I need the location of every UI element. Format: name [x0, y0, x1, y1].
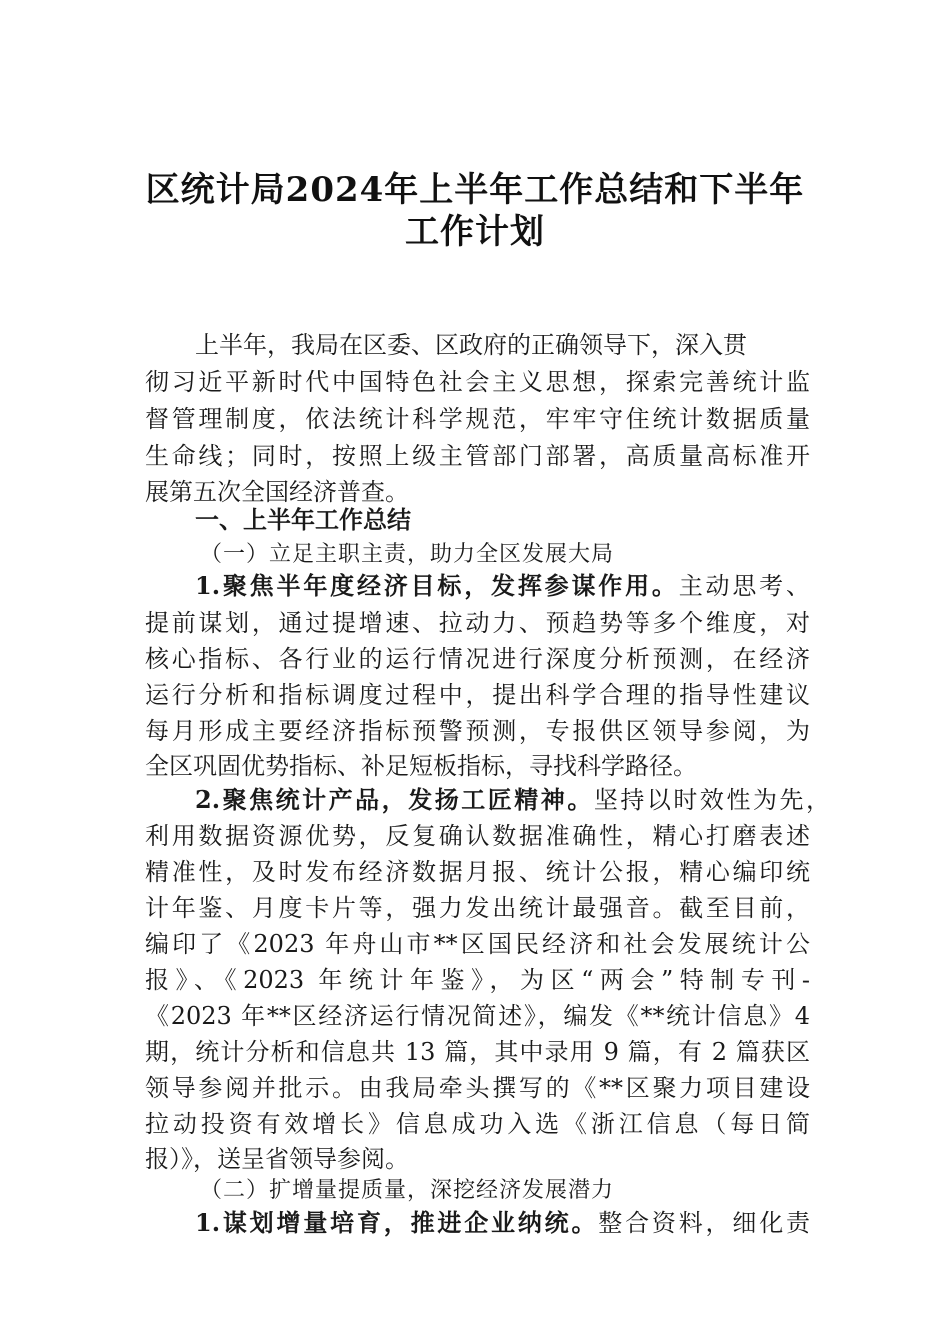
paragraph-line: 每月形成主要经济指标预警预测，专报供区领导参阅，为	[145, 717, 810, 745]
paragraph-line: 计年鉴、月度卡片等，强力发出统计最强音。截至目前，	[145, 894, 810, 922]
paragraph-line: 《2023 年**区经济运行情况简述》，编发《**统计信息》4	[145, 1002, 810, 1030]
item-heading: 2.聚焦统计产品，发扬工匠精神。	[195, 785, 594, 814]
subsection-heading: （一）立足主职主责，助力全区发展大局	[200, 542, 615, 567]
paragraph-line: 上半年，我局在区委、区政府的正确领导下，深入贯	[195, 331, 747, 359]
paragraph-line: 拉动投资有效增长》信息成功入选《浙江信息（每日简	[145, 1110, 810, 1138]
paragraph-line	[195, 1205, 810, 1241]
paragraph-line	[195, 568, 810, 604]
item-text: 主动思考、	[678, 572, 810, 600]
paragraph-line: 报）》，送呈省领导参阅。	[145, 1145, 409, 1173]
paragraph-line: 利用数据资源优势，反复确认数据准确性，精心打磨表述	[145, 822, 810, 850]
paragraph-line: 彻习近平新时代中国特色社会主义思想，探索完善统计监	[145, 368, 810, 396]
paragraph-line: 精准性，及时发布经济数据月报、统计公报，精心编印统	[145, 858, 810, 886]
paragraph-line: 生命线；同时，按照上级主管部门部署，高质量高标准开	[145, 442, 810, 470]
document-title-line-2: 工作计划	[405, 212, 545, 252]
item-heading: 1.聚焦半年度经济目标，发挥参谋作用。	[195, 571, 679, 600]
paragraph-line: 提前谋划，通过提增速、拉动力、预趋势等多个维度，对	[145, 609, 810, 637]
item-heading: 1.谋划增量培育，推进企业纳统。	[195, 1208, 599, 1237]
subsection-heading: （二）扩增量提质量，深挖经济发展潜力	[200, 1178, 615, 1203]
document-title-line-1: 区统计局2024年上半年工作总结和下半年	[145, 170, 805, 210]
item-text: 整合资料，细化责	[598, 1209, 811, 1237]
paragraph-line: 运行分析和指标调度过程中，提出科学合理的指导性建议	[145, 681, 810, 709]
paragraph-line: 期，统计分析和信息共 13 篇，其中录用 9 篇，有 2 篇获区	[145, 1038, 810, 1066]
paragraph-line: 报》、《2023 年统计年鉴》，为区“两会”特制专刊-	[145, 966, 810, 994]
paragraph-line: 督管理制度，依法统计科学规范，牢牢守住统计数据质量	[145, 405, 810, 433]
paragraph-line: 领导参阅并批示。由我局牵头撰写的《**区聚力项目建设	[145, 1074, 810, 1102]
section-heading: 一、上半年工作总结	[195, 506, 411, 534]
paragraph-line: 展第五次全国经济普查。	[145, 478, 409, 506]
item-text: 坚持以时效性为先，	[593, 786, 830, 814]
paragraph-line	[195, 782, 830, 818]
paragraph-line: 编印了《2023 年舟山市**区国民经济和社会发展统计公	[145, 930, 810, 958]
paragraph-line: 全区巩固优势指标、补足短板指标，寻找科学路径。	[145, 752, 697, 780]
paragraph-line: 核心指标、各行业的运行情况进行深度分析预测，在经济	[145, 645, 810, 673]
